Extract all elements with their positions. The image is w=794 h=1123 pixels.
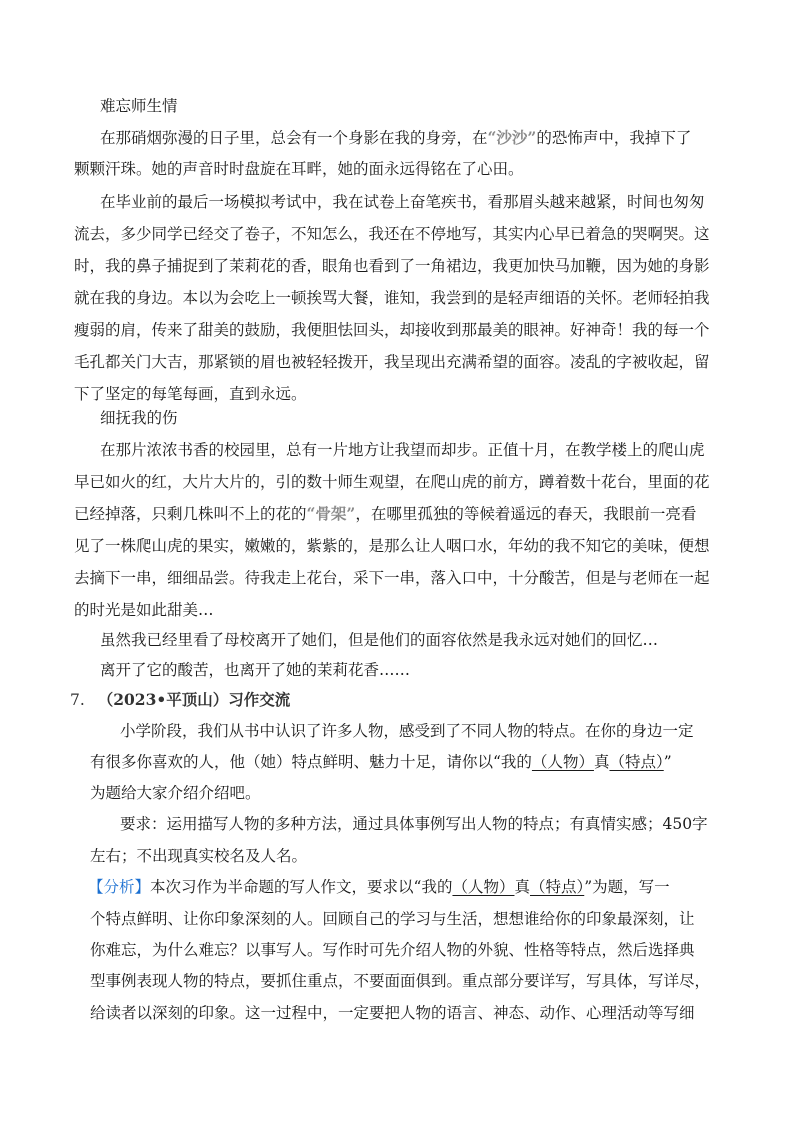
essay-paragraph-5: 离开了它的酸苦，也离开了她的茉莉花香……	[100, 661, 411, 679]
essay-paragraph-2-line-5: 瘦弱的肩，传来了甜美的鼓励，我便胆怯回头，却接收到那最美的眼神。好神奇！我的每一个	[74, 321, 710, 339]
essay-paragraph-2-line-1: 在毕业前的最后一场模拟考试中，我在试卷上奋笔疾书，看那眉头越来越紧，时间也匆匆	[100, 193, 705, 211]
question-title: 习作交流	[228, 690, 291, 709]
question-source: （2023•平顶山）	[97, 690, 229, 709]
question-requirement-line-1: 要求：运用描写人物的多种方法，通过具体事例写出人物的特点；有真情实感；450字	[120, 815, 708, 833]
essay-heading-1: 难忘师生情	[100, 97, 178, 115]
question-number: 7.	[70, 691, 85, 709]
analysis-label: 【分析】	[88, 878, 151, 896]
quoted-skeleton: “骨架”	[306, 504, 356, 523]
blank-trait: （特点）	[609, 753, 664, 771]
essay-paragraph-3-line-2: 早已如火的红，大片大片的，引的数十师生观望，在爬山虎的前方，蹲着数十花台，里面的花	[74, 473, 710, 491]
analysis-line-5: 给读者以深刻的印象。这一过程中，一定要把人物的语言、神态、动作、心理活动等写细	[90, 1004, 695, 1022]
question-prompt-line-3: 为题给大家介绍介绍吧。	[90, 784, 261, 802]
essay-paragraph-3-line-1: 在那片浓浓书香的校园里，总有一片地方让我望而却步。正值十月，在教学楼上的爬山虎	[100, 441, 705, 459]
essay-paragraph-2-line-3: 时，我的鼻子捕捉到了茉莉花的香，眼角也看到了一角裙边，我更加快马加鞭，因为她的身影	[74, 257, 710, 275]
analysis-line-2: 个特点鲜明、让你印象深刻的人。回顾自己的学习与生活，想想谁给你的印象最深刻，让	[90, 910, 695, 928]
essay-paragraph-4: 虽然我已经里看了母校离开了她们，但是他们的面容依然是我永远对她们的回忆…	[100, 631, 659, 649]
essay-paragraph-2-line-6: 毛孔都关门大吉，那紧锁的眉也被轻轻拨开，我呈现出充满希望的面容。凌乱的字被收起，留	[74, 353, 710, 371]
analysis-line-3: 你难忘，为什么难忘？以事写人。写作时可先介绍人物的外貌、性格等特点，然后选择典	[90, 941, 695, 959]
question-prompt-line-2: 有很多你喜欢的人，他（她）特点鲜明、魅力十足，请你以“我的（人物）真（特点）”	[90, 753, 672, 771]
question-prompt-line-1: 小学阶段，我们从书中认识了许多人物，感受到了不同人物的特点。在你的身边一定	[120, 722, 694, 740]
essay-paragraph-2-line-2: 流去，多少同学已经交了卷子，不知怎么，我还在不停地写，其实内心早已着急的哭啊哭。这	[74, 225, 710, 243]
essay-paragraph-3-line-6: 的时光是如此甜美…	[74, 601, 214, 619]
essay-heading-2: 细抚我的伤	[100, 409, 178, 427]
essay-paragraph-3-line-4: 见了一株爬山虎的果实，嫩嫩的，紫紫的，是那么让人咽口水，年幼的我不知它的美味，便想	[74, 537, 710, 555]
essay-paragraph-1-line-2: 颗颗汗珠。她的声音时时盘旋在耳畔，她的面永远得铭在了心田。	[74, 160, 524, 178]
question-header	[70, 690, 794, 710]
analysis-blank-trait: （特点）	[529, 878, 585, 896]
essay-paragraph-2-line-4: 就在我的身边。本以为会吃上一顿挨骂大餐，谁知，我尝到的是轻声细语的关怀。老师轻拍我	[74, 289, 710, 307]
analysis-line-4: 型事例表现人物的特点，要抓住重点，不要面面俱到。重点部分要详写，写具体，写详尽，	[90, 972, 711, 990]
essay-paragraph-3-line-3: 已经掉落，只剩几株叫不上的花的“骨架”，在哪里孤独的等候着遥远的春天，我眼前一亮看	[74, 504, 697, 523]
essay-paragraph-2-line-7: 下了坚定的每笔每画，直到永远。	[74, 385, 307, 403]
essay-paragraph-1-line-1: 在那硝烟弥漫的日子里，总会有一个身影在我的身旁，在“沙沙”的恐怖声中，我掉下了	[100, 128, 692, 147]
essay-paragraph-3-line-5: 去摘下一串，细细品尝。待我走上花台，采下一串，落入口中，十分酸苦，但是与老师在一起	[74, 569, 710, 587]
quoted-sound: “沙沙”	[487, 128, 537, 147]
question-requirement-line-2: 左右；不出现真实校名及人名。	[90, 847, 308, 865]
analysis-blank-person: （人物）	[452, 878, 515, 896]
analysis-line-1: 【分析】本次习作为半命题的写人作文，要求以“我的（人物）真（特点）”为题，写一	[88, 878, 670, 896]
blank-person: （人物）	[531, 753, 594, 771]
